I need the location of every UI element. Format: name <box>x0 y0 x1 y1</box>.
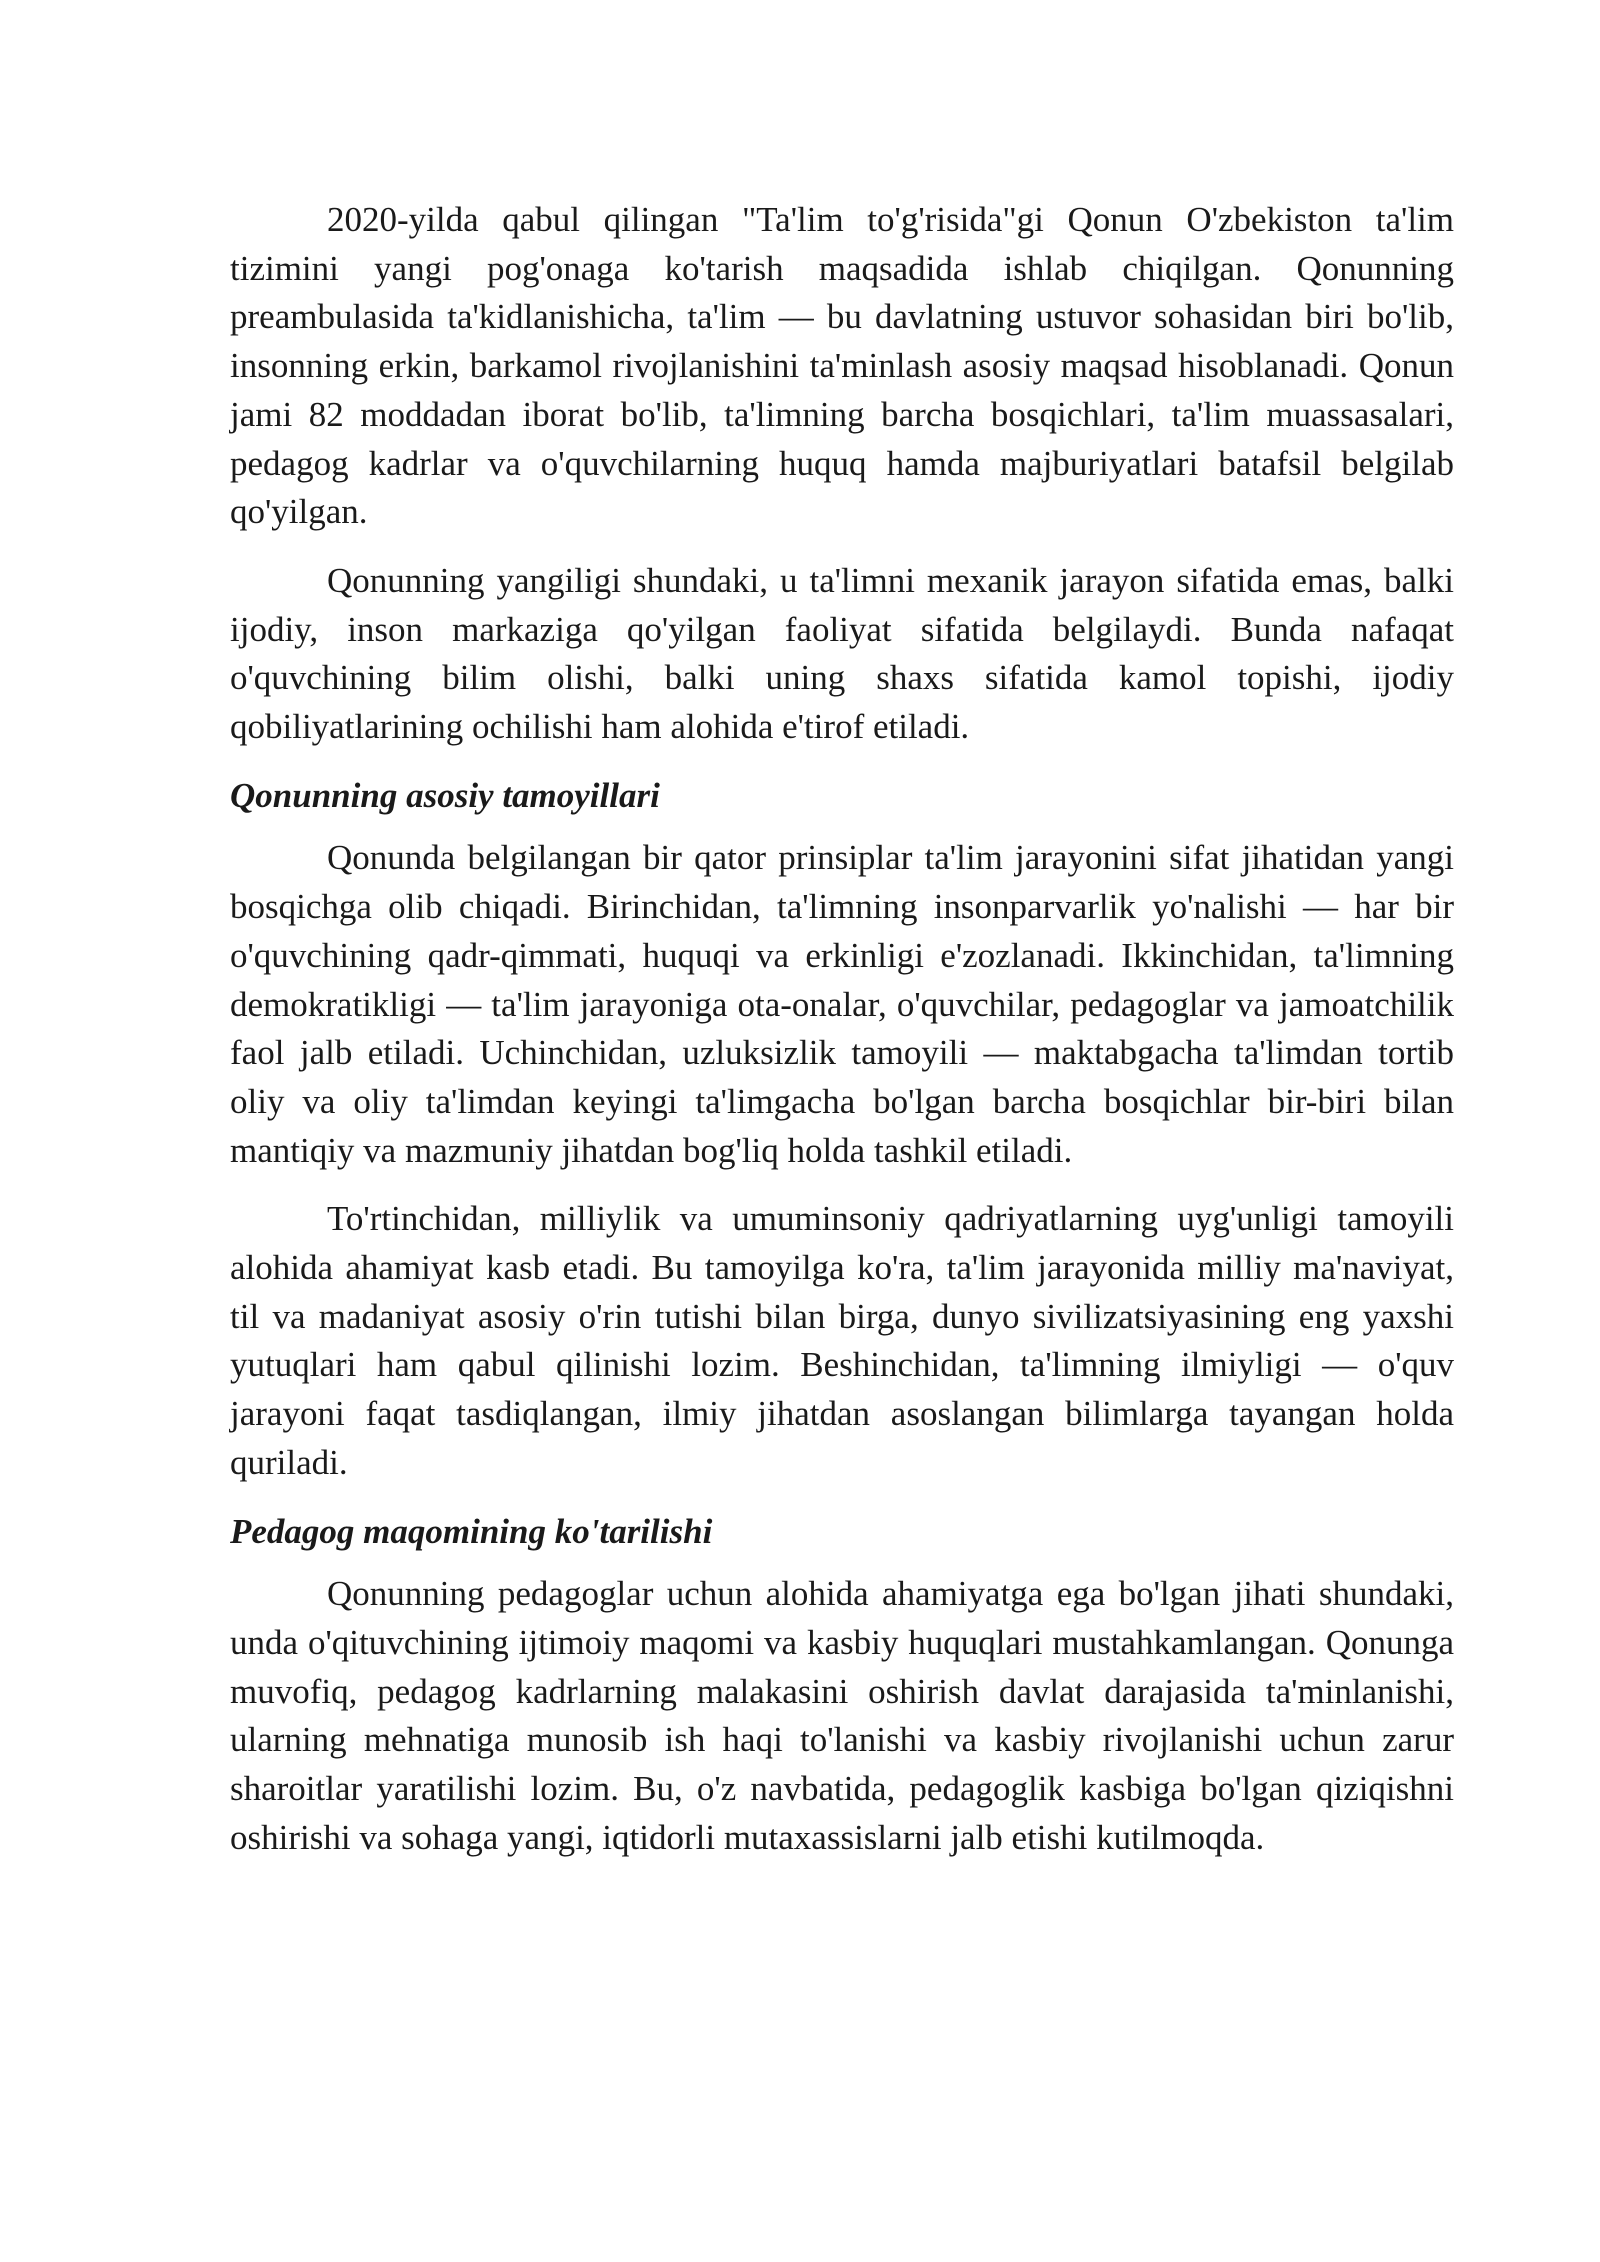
document-page <box>230 196 1454 1883</box>
paragraph-intro: 2020-yilda qabul qilingan "Ta'lim to'g'risida"gi Qonun O'zbekiston ta'lim tizimini yangi pog'onaga ko'tarish maqsadida ishlab chiqilgan. Qonunning preambulasida ta'kidlanishicha, ta'lim — bu davlatning ustuvor sohasidan biri bo'lib, insonning erkin, barkamol rivojlanishini ta'minlash asosiy maqsad hisoblanadi. Qonun jami 82 moddadan iborat bo'lib, ta'limning barcha bosqichlari, ta'lim muassasalari, pedagog kadrlar va o'quvchilarning huquq hamda majburiyatlari batafsil belgilab qo'yilgan. <box>230 200 1454 532</box>
section-heading-pedagog-status: Pedagog maqomining ko'tarilishi <box>230 1511 713 1551</box>
section-heading-principles: Qonunning asosiy tamoyillari <box>230 775 660 815</box>
paragraph-principles-1: Qonunda belgilangan bir qator prinsiplar ta'lim jarayonini sifat jihatidan yangi bosqichga olib chiqadi. Birinchidan, ta'limning insonparvarlik yo'nalishi — har bir o'quvchining qadr-qimmati, huquqi va erkinligi e'zozlanadi. Ikkinchidan, ta'limning demokratikligi — ta'lim jarayoniga ota-onalar, o'quvchilar, pedagoglar va jamoatchilik faol jalb etiladi. Uchinchidan, uzluksizlik tamoyili — maktabgacha ta'limdan tortib oliy va oliy ta'limdan keyingi ta'limgacha bo'lgan barcha bosqichlar bir-biri bilan mantiqiy va mazmuniy jihatdan bog'liq holda tashkil etiladi. <box>230 838 1454 1170</box>
paragraph-novelty: Qonunning yangiligi shundaki, u ta'limni mexanik jarayon sifatida emas, balki ijodiy, inson markaziga qo'yilgan faoliyat sifatida belgilaydi. Bunda nafaqat o'quvchining bilim olishi, balki uning shaxs sifatida kamol topishi, ijodiy qobiliyatlarining ochilishi ham alohida e'tirof etiladi. <box>230 560 1454 747</box>
paragraph-pedagog-status: Qonunning pedagoglar uchun alohida ahamiyatga ega bo'lgan jihati shundaki, unda o'qituvchining ijtimoiy maqomi va kasbiy huquqlari mustahkamlangan. Qonunga muvofiq, pedagog kadrlarning malakasini oshirish davlat darajasida ta'minlanishi, ularning mehnatiga munosib ish haqi to'lanishi va kasbiy rivojlanishi uchun zarur sharoitlar yaratilishi lozim. Bu, o'z navbatida, pedagoglik kasbiga bo'lgan qiziqishni oshirishi va sohaga yangi, iqtidorli mutaxassislarni jalb etishi kutilmoqda. <box>230 1574 1454 1857</box>
paragraph-principles-2: To'rtinchidan, milliylik va umuminsoniy qadriyatlarning uyg'unligi tamoyili alohida ahamiyat kasb etadi. Bu tamoyilga ko'ra, ta'lim jarayonida milliy ma'naviyat, til va madaniyat asosiy o'rin tutishi bilan birga, dunyo sivilizatsiyasining eng yaxshi yutuqlari ham qabul qilinishi lozim. Beshinchidan, ta'limning ilmiyligi — o'quv jarayoni faqat tasdiqlangan, ilmiy jihatdan asoslangan bilimlarga tayangan holda quriladi. <box>230 1199 1454 1482</box>
